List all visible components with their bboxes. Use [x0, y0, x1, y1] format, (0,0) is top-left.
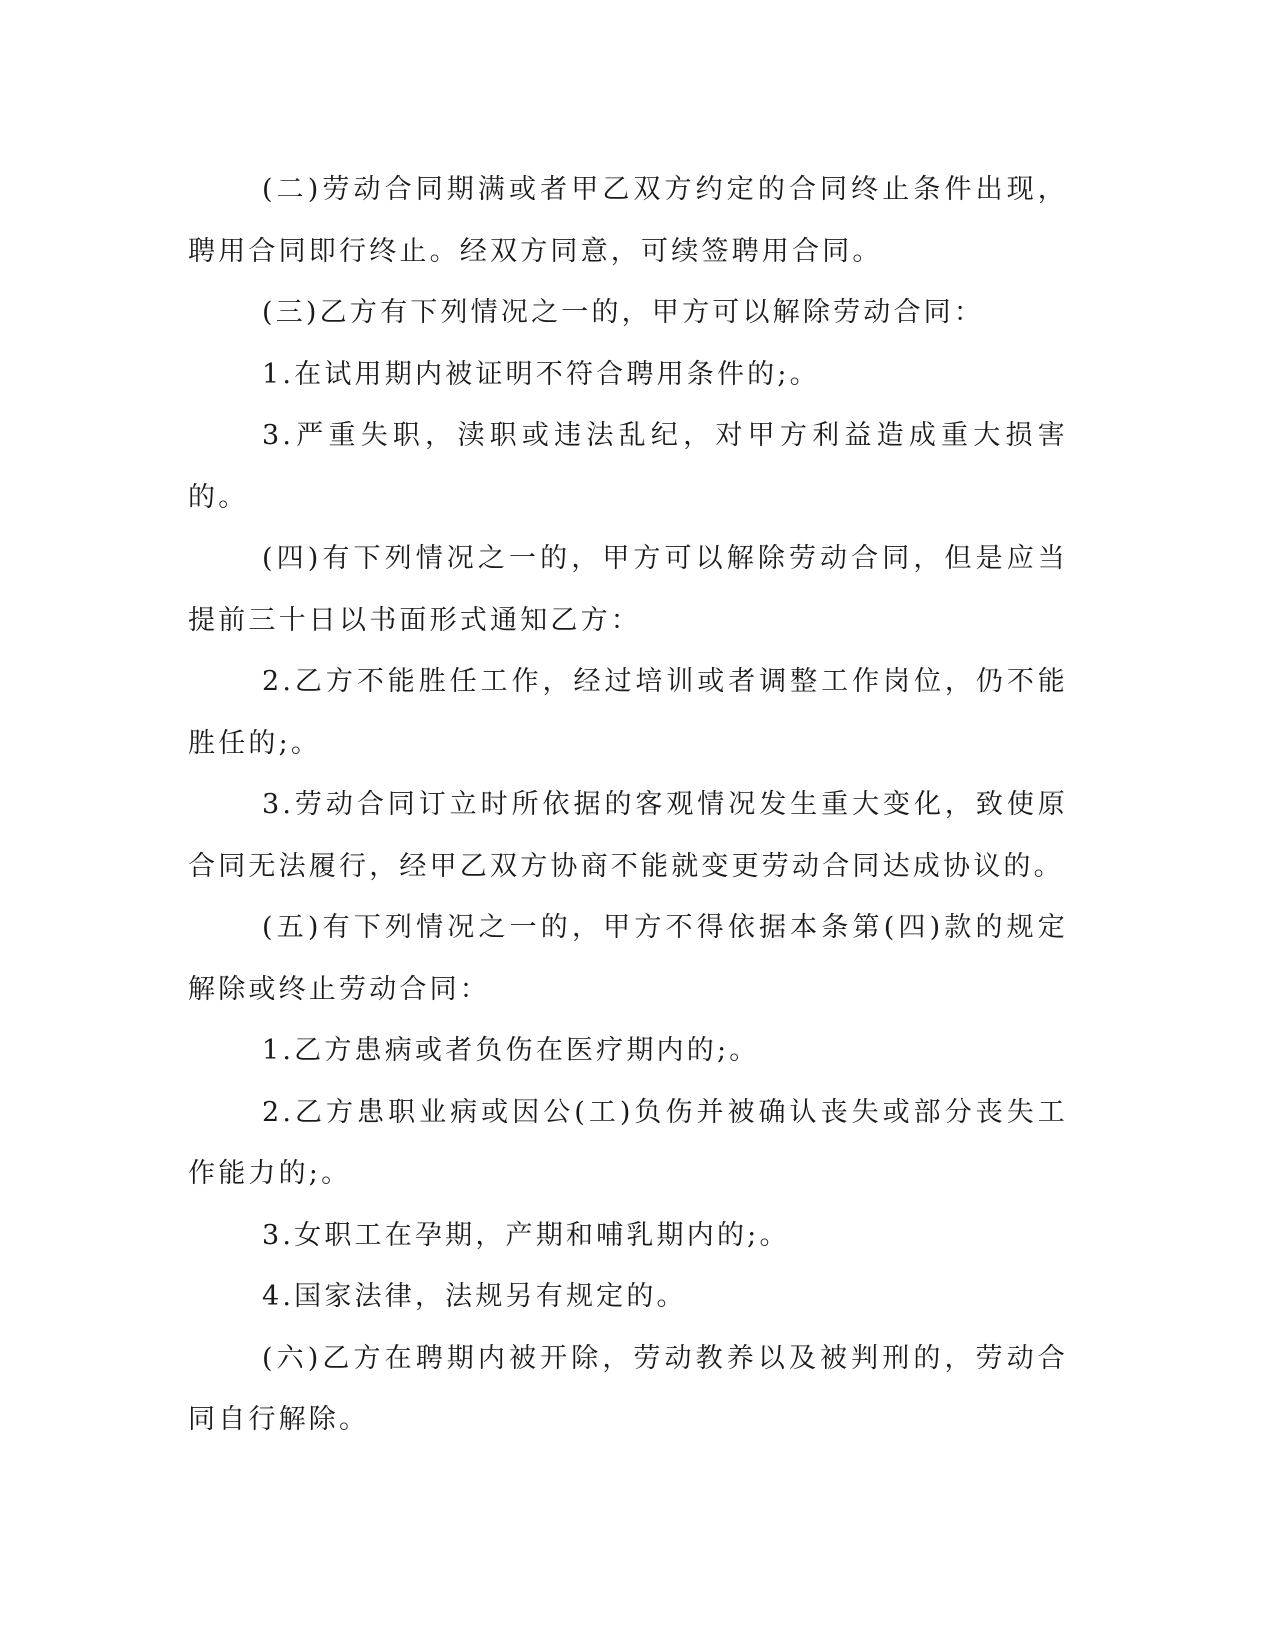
- paragraph-party-a-may-terminate: (三)乙方有下列情况之一的，甲方可以解除劳动合同：: [262, 297, 985, 328]
- paragraph-no-termination: (五)有下列情况之一的，甲方不得依据本条第(四)款的规定解除或终止劳动合同：: [188, 912, 1068, 1005]
- paragraph-misconduct-item: 3.严重失职，渎职或违法乱纪，对甲方利益造成重大损害的。: [188, 420, 1068, 513]
- paragraph-incompetence-item: 2.乙方不能胜任工作，经过培训或者调整工作岗位，仍不能胜任的;。: [188, 666, 1068, 759]
- document-body: [188, 159, 1068, 1451]
- paragraph-probation-item: 1.在试用期内被证明不符合聘用条件的;。: [262, 358, 820, 390]
- paragraph-automatic-dissolution: (六)乙方在聘期内被开除，劳动教养以及被判刑的，劳动合同自行解除。: [188, 1342, 1068, 1435]
- paragraph-contract-expiry: (二)劳动合同期满或者甲乙双方约定的合同终止条件出现，聘用合同即行终止。经双方同意，可续签聘用合同。: [188, 174, 1068, 267]
- paragraph-illness-item: 1.乙方患病或者负伤在医疗期内的;。: [262, 1035, 760, 1066]
- paragraph-law-item: 4.国家法律，法规另有规定的。: [262, 1281, 687, 1312]
- paragraph-female-worker-item: 3.女职工在孕期，产期和哺乳期内的;。: [262, 1219, 790, 1251]
- paragraph-circumstance-change-item: 3.劳动合同订立时所依据的客观情况发生重大变化，致使原合同无法履行，经甲乙双方协商不能就变更劳动合同达成协议的。: [188, 789, 1068, 882]
- paragraph-occupational-injury-item: 2.乙方患职业病或因公(工)负伤并被确认丧失或部分丧失工作能力的;。: [188, 1096, 1068, 1189]
- paragraph-notice-termination: (四)有下列情况之一的，甲方可以解除劳动合同，但是应当提前三十日以书面形式通知乙方：: [188, 543, 1068, 636]
